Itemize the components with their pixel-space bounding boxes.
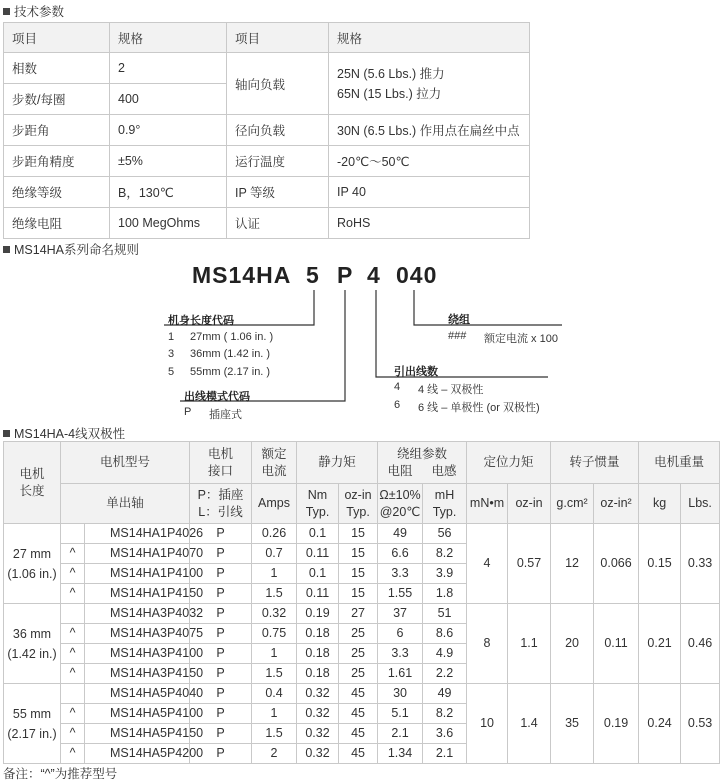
length-code-label: 机身长度代码 [168,315,234,327]
phase-resistance: 6 [378,624,423,644]
phase-resistance: 37 [378,604,423,624]
model-number: MS14HA5P4150 [85,724,190,744]
rotor-inertia-ozin: 0.066 [594,524,639,604]
outlet-code-label: 出线模式代码 [184,391,250,403]
holding-torque-nm: 0.32 [297,704,339,724]
detent-torque-ozin: 1.1 [508,604,551,684]
table-row [4,604,720,624]
rated-current: 0.75 [252,624,297,644]
header-motor-model: 电机型号 [61,442,190,484]
holding-torque-nm: 0.11 [297,584,339,604]
spec-row [4,115,530,146]
model-number: MS14HA1P4026 [85,524,190,544]
connector-type: P [190,524,252,544]
header-inertia-ozin: oz-in² [594,484,639,524]
axial-load-push: 25N (5.6 Lbs.) 推力 [337,66,445,81]
spec-key: 绝缘等级 [4,177,110,208]
model-number: MS14HA1P4150 [85,584,190,604]
spec-value: ±5% [110,146,227,177]
connector-type: P [190,564,252,584]
phase-inductance: 4.9 [423,644,467,664]
header-torque-ozin [339,484,378,524]
outlet-desc-p: 插座式 [209,409,242,421]
holding-torque-nm: 0.1 [297,564,339,584]
header-weight-lbs: Lbs. [681,484,720,524]
phase-inductance: 3.6 [423,724,467,744]
length-desc-3: 36mm (1.42 in. ) [190,348,271,360]
winding-desc: 额定电流 x 100 [484,333,558,345]
model-number: MS14HA3P4075 [85,624,190,644]
outlet-code-p: P [184,406,192,418]
recommended-mark: ^ [61,704,85,724]
connector-type: P [190,604,252,624]
phase-inductance: 56 [423,524,467,544]
phase-resistance: 3.3 [378,644,423,664]
table-row [4,524,720,544]
phase-inductance: 8.6 [423,624,467,644]
spec-key: 步数/每圈 [4,84,110,115]
holding-torque-ozin: 45 [339,704,378,724]
winding-label: 绕组 [448,314,470,326]
motor-weight-lbs: 0.33 [681,524,720,604]
spec-row [4,53,530,84]
header-detent-mnm: mN•m [467,484,508,524]
holding-torque-nm: 0.11 [297,544,339,564]
header-conn-line1: 电机 [208,446,234,461]
holding-torque-nm: 0.1 [297,524,339,544]
header-ind-mh: mH [434,487,455,502]
header-rotor-inertia: 转子惯量 [551,442,639,484]
lines-label: 引出线数 [394,366,438,378]
motor-weight-lbs: 0.46 [681,604,720,684]
connector-type: P [190,724,252,744]
length-code-5: 5 [168,366,175,378]
recommended-mark: ^ [61,624,85,644]
naming-diagram [0,258,722,423]
length-code-3: 3 [168,348,175,360]
spec-header-item-1: 项目 [4,23,110,53]
connector-type: P [190,704,252,724]
rated-current: 1.5 [252,664,297,684]
rated-current: 0.32 [252,604,297,624]
spec-table [3,22,530,239]
holding-torque-nm: 0.32 [297,684,339,704]
recommended-mark: ^ [61,544,85,564]
rated-current: 1 [252,564,297,584]
detent-torque-ozin: 1.4 [508,684,551,764]
header-detent-torque: 定位力矩 [467,442,551,484]
holding-torque-ozin: 45 [339,744,378,764]
lines-code-6: 6 [394,399,401,411]
holding-torque-nm: 0.19 [297,604,339,624]
header-conn-line2: 接口 [208,463,234,478]
header-rated-current [252,442,297,484]
phase-resistance: 1.61 [378,664,423,684]
motor-length-in: (1.42 in.) [7,646,57,661]
header-amps: Amps [252,484,297,524]
code-series: MS14HA [192,262,292,288]
header-inertia-gcm: g.cm² [551,484,594,524]
header-holding-torque: 静力矩 [297,442,378,484]
phase-inductance: 8.2 [423,544,467,564]
phase-resistance: 1.34 [378,744,423,764]
holding-torque-nm: 0.18 [297,664,339,684]
connector-type: P [190,624,252,644]
phase-inductance: 1.8 [423,584,467,604]
phase-inductance: 3.9 [423,564,467,584]
bullet-square-icon [3,8,10,15]
spec-key: IP 等级 [227,177,329,208]
detent-torque-mnm: 10 [467,684,508,764]
length-desc-1: 27mm ( 1.06 in. ) [190,331,274,343]
phase-resistance: 1.55 [378,584,423,604]
outlet-connector [180,290,345,401]
motor-length-mm: 55 mm [12,706,52,721]
spec-value: -20℃～50℃ [329,146,530,177]
winding-code: ### [448,330,467,342]
phase-inductance: 51 [423,604,467,624]
spec-header-spec-2: 规格 [329,23,530,53]
length-desc-5: 55mm (2.17 in. ) [190,366,271,378]
spec-row [4,208,530,239]
spec-row [4,177,530,208]
model-number: MS14HA1P4100 [85,564,190,584]
model-number: MS14HA3P4100 [85,644,190,664]
recommended-mark: ^ [61,664,85,684]
phase-inductance: 49 [423,684,467,704]
holding-torque-ozin: 15 [339,584,378,604]
recommended-mark [61,604,85,624]
connector-type: P [190,684,252,704]
code-outlet: P [337,262,354,288]
recommended-note: 备注：“^”为推荐型号 [3,767,118,781]
naming-section-title [3,241,139,257]
spec-value: 0.9° [110,115,227,146]
spec-value: RoHS [329,208,530,239]
holding-torque-ozin: 15 [339,544,378,564]
header-length-line1: 电机 [19,466,45,481]
header-nm-unit: Nm [307,487,328,502]
detent-torque-ozin: 0.57 [508,524,551,604]
phase-resistance: 5.1 [378,704,423,724]
model-number: MS14HA5P4100 [85,704,190,724]
holding-torque-nm: 0.18 [297,644,339,664]
spec-key: 运行温度 [227,146,329,177]
motor-length-in: (2.17 in.) [7,726,57,741]
recommended-mark: ^ [61,584,85,604]
holding-torque-ozin: 25 [339,624,378,644]
phase-resistance: 30 [378,684,423,704]
header-res-temp: @20℃ [379,504,421,519]
bullet-square-icon [3,246,10,253]
models-table [3,441,720,764]
header-conn-codes [190,484,252,524]
spec-key: 径向负载 [227,115,329,146]
rated-current: 1.5 [252,584,297,604]
axial-load-pull: 65N (15 Lbs.) 拉力 [337,86,442,101]
model-number: MS14HA5P4040 [85,684,190,704]
motor-length-mm: 36 mm [12,626,52,641]
header-res-tol: Ω±10% [379,487,421,502]
models-header-row-1 [4,442,720,484]
naming-connector-lines [0,258,722,423]
model-number: MS14HA5P4200 [85,744,190,764]
lines-code-4: 4 [394,381,401,393]
header-current-line1: 额定 [261,446,287,461]
holding-torque-nm: 0.32 [297,724,339,744]
recommended-mark: ^ [61,644,85,664]
rated-current: 1 [252,644,297,664]
header-winding-line2 [378,463,466,480]
connector-type: P [190,664,252,684]
recommended-mark: ^ [61,564,85,584]
header-resistance: 电阻 [387,463,413,478]
header-ind-typ: Typ. [432,504,457,519]
connector-type: P [190,644,252,664]
naming-title-text: MS14HA系列命名规则 [14,243,140,257]
motor-weight-kg: 0.24 [639,684,681,764]
phase-inductance: 8.2 [423,704,467,724]
connector-type: P [190,544,252,564]
holding-torque-ozin: 27 [339,604,378,624]
recommended-mark [61,524,85,544]
header-torque-nm [297,484,339,524]
spec-row [4,146,530,177]
header-single-shaft: 单出轴 [61,484,190,524]
motor-weight-kg: 0.15 [639,524,681,604]
model-number: MS14HA3P4032 [85,604,190,624]
rated-current: 0.4 [252,684,297,704]
holding-torque-ozin: 45 [339,724,378,744]
recommended-mark: ^ [61,724,85,744]
holding-torque-ozin: 15 [339,524,378,544]
phase-resistance: 49 [378,524,423,544]
header-current-line2: 电流 [261,463,287,478]
header-res-unit [378,484,423,524]
spec-key: 步距角精度 [4,146,110,177]
spec-key-axial-load: 轴向负载 [227,53,329,115]
phase-inductance: 2.2 [423,664,467,684]
bullet-square-icon [3,430,10,437]
motor-length-cell [4,524,61,604]
header-winding-params [378,442,467,484]
table-row [4,684,720,704]
rotor-inertia-ozin: 0.19 [594,684,639,764]
header-inductance: 电感 [431,463,457,478]
spec-value: 2 [110,53,227,84]
rated-current: 1 [252,704,297,724]
rotor-inertia-gcm: 35 [551,684,594,764]
spec-key: 相数 [4,53,110,84]
length-code-1: 1 [168,331,175,343]
code-length: 5 [306,262,320,288]
models-section-title [3,425,125,441]
motor-length-in: (1.06 in.) [7,566,57,581]
rated-current: 2 [252,744,297,764]
spec-title-text: 技术参数 [14,5,65,19]
holding-torque-ozin: 25 [339,664,378,684]
holding-torque-ozin: 15 [339,564,378,584]
header-ind-unit [423,484,467,524]
spec-value: 100 MegOhms [110,208,227,239]
detent-torque-mnm: 4 [467,524,508,604]
rated-current: 0.7 [252,544,297,564]
model-number: MS14HA1P4070 [85,544,190,564]
header-conn-code-p: P：插座 [197,487,244,502]
spec-header-item-2: 项目 [227,23,329,53]
lines-desc-4: 4 线 – 双极性 [418,384,484,396]
holding-torque-ozin: 45 [339,684,378,704]
model-number: MS14HA3P4150 [85,664,190,684]
spec-section-title [3,3,64,19]
spec-value: 400 [110,84,227,115]
spec-key: 绝缘电阻 [4,208,110,239]
spec-value-axial-load [329,53,530,115]
header-detent-ozin: oz-in [508,484,551,524]
code-winding: 040 [396,262,438,288]
lines-desc-6: 6 线 – 单极性 (or 双极性) [418,402,540,414]
motor-length-cell [4,604,61,684]
holding-torque-ozin: 25 [339,644,378,664]
models-header-row-2 [4,484,720,524]
motor-length-mm: 27 mm [12,546,52,561]
holding-torque-nm: 0.32 [297,744,339,764]
header-conn-code-l: L：引线 [198,504,243,519]
recommended-mark: ^ [61,744,85,764]
phase-resistance: 3.3 [378,564,423,584]
header-weight-kg: kg [639,484,681,524]
connector-type: P [190,744,252,764]
spec-header-row [4,23,530,53]
rotor-inertia-gcm: 20 [551,604,594,684]
header-motor-length [4,442,61,524]
motor-weight-kg: 0.21 [639,604,681,684]
phase-resistance: 2.1 [378,724,423,744]
phase-inductance: 2.1 [423,744,467,764]
code-lines: 4 [367,262,381,288]
winding-connector [414,290,562,325]
recommended-mark [61,684,85,704]
spec-value: IP 40 [329,177,530,208]
connector-type: P [190,584,252,604]
spec-value: 30N (6.5 Lbs.) 作用点在扁丝中点 [329,115,530,146]
header-motor-weight: 电机重量 [639,442,720,484]
rotor-inertia-ozin: 0.11 [594,604,639,684]
header-nm-typ: Typ. [305,504,330,519]
header-winding-line1: 绕组参数 [397,446,448,461]
motor-weight-lbs: 0.53 [681,684,720,764]
rotor-inertia-gcm: 12 [551,524,594,604]
spec-key: 认证 [227,208,329,239]
header-length-line2: 长度 [19,483,45,498]
spec-key: 步距角 [4,115,110,146]
spec-header-spec-1: 规格 [110,23,227,53]
rated-current: 1.5 [252,724,297,744]
header-ozin-typ: Typ. [346,504,370,519]
header-ozin-unit: oz-in [344,487,372,502]
motor-length-cell [4,684,61,764]
models-title-text: MS14HA-4线双极性 [14,427,126,441]
models-body [4,524,720,764]
holding-torque-nm: 0.18 [297,624,339,644]
phase-resistance: 6.6 [378,544,423,564]
detent-torque-mnm: 8 [467,604,508,684]
rated-current: 0.26 [252,524,297,544]
spec-value: B，130℃ [110,177,227,208]
header-connector [190,442,252,484]
